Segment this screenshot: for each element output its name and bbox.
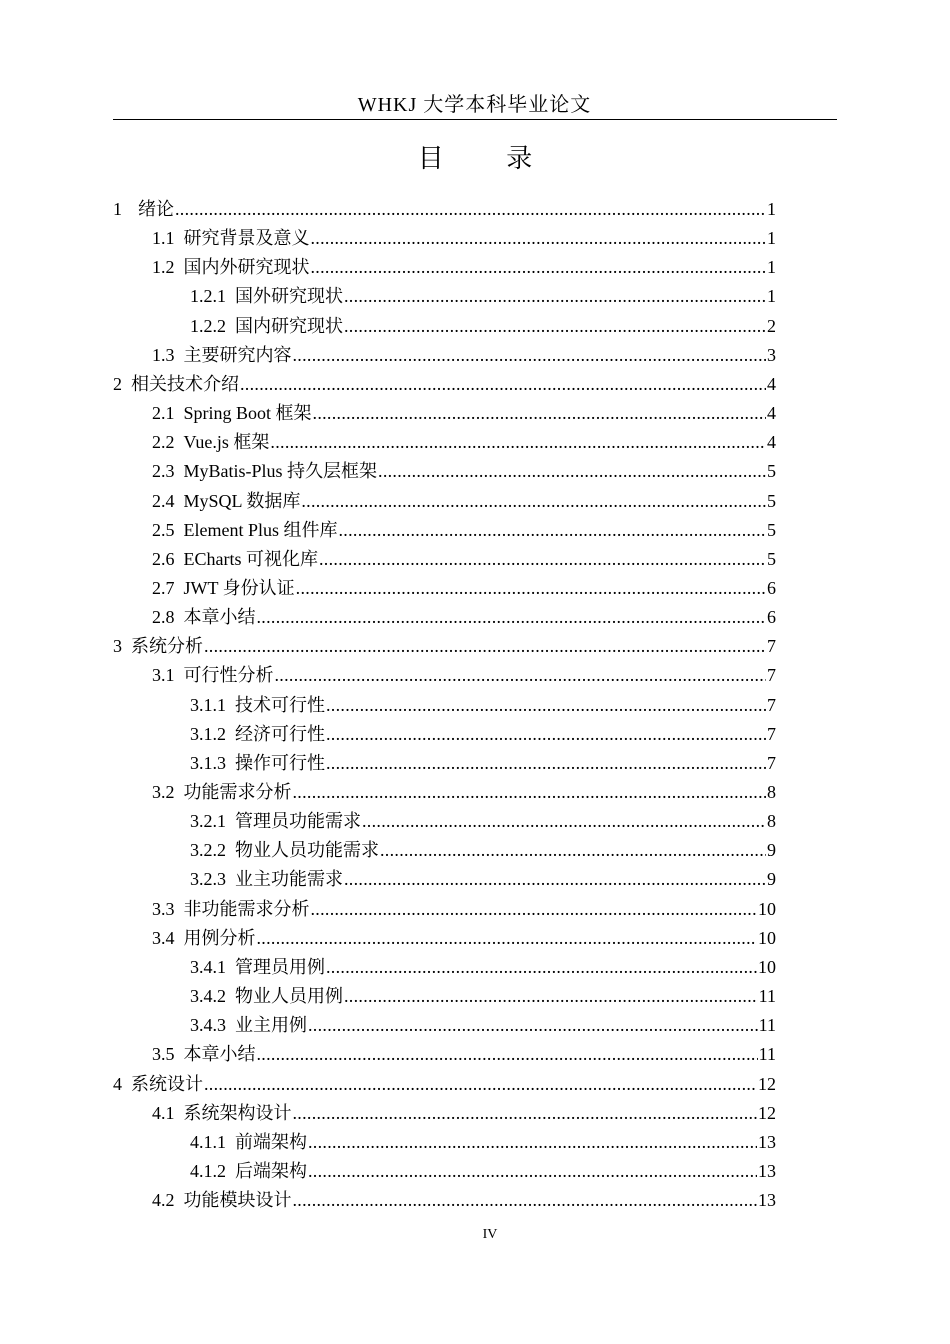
toc-entry-page: 9 [767, 840, 776, 861]
toc-entry[interactable] [152, 920, 776, 949]
toc-entry-number: 3.4.1 [190, 956, 226, 977]
toc-dot-leader [257, 927, 758, 949]
toc-entry[interactable] [152, 337, 776, 366]
toc-dot-leader [204, 1073, 757, 1095]
toc-entry-title: 非功能需求分析 [183, 898, 310, 919]
toc-dot-leader [257, 1043, 758, 1065]
toc-entry-page: 1 [767, 286, 776, 307]
toc-entry[interactable] [190, 803, 776, 832]
toc-entry-number: 2.1 [152, 403, 175, 424]
toc-entry[interactable] [190, 949, 776, 978]
toc-dot-leader [362, 810, 766, 832]
toc-entry-title: Element Plus 组件库 [183, 519, 338, 540]
toc-entry[interactable] [190, 861, 776, 890]
page-number: IV [482, 1227, 498, 1242]
toc-entry-number: 3.5 [152, 1044, 175, 1065]
toc-entry-number: 1.1 [152, 228, 175, 249]
toc-dot-leader [344, 985, 758, 1007]
toc-entry-number: 3 [113, 636, 122, 657]
toc-entry-number: 4.2 [152, 1190, 175, 1211]
toc-entry-page: 10 [758, 898, 776, 919]
toc-entry-number: 3.1.2 [190, 723, 226, 744]
toc-dot-leader [175, 198, 766, 220]
toc-entry[interactable] [152, 657, 776, 686]
toc-dot-leader [204, 635, 766, 657]
toc-entry-page: 13 [758, 1190, 776, 1211]
toc-entry-title: 主要研究内容 [183, 344, 292, 365]
toc-dot-leader [313, 402, 766, 424]
toc-entry-title: 本章小结 [183, 1044, 256, 1065]
toc-entry-title: 操作可行性 [235, 752, 325, 773]
page-header [113, 92, 836, 119]
toc-dot-leader [308, 1131, 757, 1153]
toc-entry-title: 国内外研究现状 [183, 257, 310, 278]
toc-entry[interactable] [152, 570, 776, 599]
toc-entry-number: 1 [113, 199, 122, 219]
toc-entry[interactable] [152, 483, 776, 512]
toc-entry-page: 7 [767, 694, 776, 715]
toc-entry-title: 系统设计 [131, 1073, 203, 1094]
toc-entry-page: 5 [767, 490, 776, 511]
toc-dot-leader [339, 519, 767, 541]
toc-entry-title: 相关技术介绍 [131, 373, 239, 394]
toc-entry[interactable] [190, 1153, 776, 1182]
toc-entry-page: 1 [767, 228, 776, 249]
toc-entry[interactable] [190, 832, 776, 861]
toc-dot-leader [344, 868, 766, 890]
toc-entry-page: 5 [767, 519, 776, 540]
toc-dot-leader [344, 315, 766, 337]
toc-entry-title: 业主用例 [235, 1015, 307, 1036]
toc-entry-number: 2.5 [152, 519, 175, 540]
toc-entry-title: 后端架构 [235, 1160, 307, 1181]
toc-dot-leader [326, 694, 766, 716]
toc-entry-page: 13 [758, 1131, 776, 1152]
toc-entry-title: MySQL 数据库 [183, 490, 301, 511]
toc-entry-title: 功能需求分析 [183, 782, 292, 802]
toc-entry-number: 3.1 [152, 665, 175, 686]
toc-dot-leader [293, 344, 767, 366]
toc-entry[interactable] [190, 1007, 776, 1036]
toc-dot-leader [378, 460, 766, 482]
toc-entry-title: 物业人员功能需求 [235, 840, 379, 861]
toc-entry-title: ECharts 可视化库 [183, 548, 318, 569]
toc-entry-page: 8 [767, 782, 776, 802]
toc-entry[interactable] [152, 1036, 776, 1065]
toc-entry-title: 国内研究现状 [235, 315, 343, 336]
toc-entry-number: 4 [113, 1073, 122, 1094]
toc-dot-leader [344, 285, 766, 307]
toc-dot-leader [319, 548, 766, 570]
toc-entry-number: 3.2 [152, 782, 175, 802]
toc-entry[interactable] [113, 191, 776, 220]
toc-entry-title: 系统分析 [131, 636, 203, 657]
toc-dot-leader [275, 664, 767, 686]
toc-entry-number: 2.2 [152, 432, 175, 453]
toc-entry[interactable] [152, 424, 776, 453]
toc-entry-page: 2 [767, 315, 776, 336]
toc-entry-number: 1.3 [152, 344, 175, 365]
toc-entry-page: 6 [767, 577, 776, 598]
toc-entry-title: 国外研究现状 [235, 286, 343, 307]
toc-entry-page: 7 [767, 752, 776, 773]
toc-dot-leader [270, 431, 766, 453]
toc-entry-page: 4 [767, 432, 776, 453]
header-rule [113, 119, 837, 120]
toc-entry[interactable] [113, 366, 776, 395]
toc-entry-page: 13 [758, 1160, 776, 1181]
toc-entry-title: JWT 身份认证 [183, 577, 295, 598]
toc-entry-page: 4 [767, 403, 776, 424]
toc-entry-page: 3 [767, 344, 776, 365]
toc-entry[interactable] [190, 716, 776, 745]
toc-dot-leader [301, 490, 766, 512]
toc-dot-leader [326, 723, 766, 745]
toc-entry-title: 可行性分析 [183, 665, 274, 686]
toc-entry-title: 用例分析 [183, 927, 256, 948]
toc-entry[interactable] [190, 308, 776, 337]
toc-entry[interactable] [152, 453, 776, 482]
toc-entry-title: 技术可行性 [235, 694, 325, 715]
toc-entry-number: 2.7 [152, 577, 175, 598]
toc-entry-page: 12 [758, 1102, 776, 1123]
toc-entry[interactable] [152, 1095, 776, 1124]
toc-entry[interactable] [190, 745, 776, 774]
toc-dot-leader [311, 256, 767, 278]
toc-title: 目 录 [417, 144, 561, 173]
toc-entry-number: 3.4 [152, 927, 175, 948]
toc-entry[interactable] [152, 774, 776, 803]
toc-dot-leader [293, 781, 767, 803]
toc-entry-page: 7 [767, 665, 776, 686]
toc-entry[interactable] [152, 599, 776, 628]
toc-entry-number: 3.2.3 [190, 869, 226, 890]
toc-entry-page: 5 [767, 548, 776, 569]
toc-entry-title: 绪论 [138, 199, 174, 219]
toc-entry[interactable] [152, 891, 776, 920]
toc-dot-leader [326, 956, 757, 978]
toc-entry-title: 管理员用例 [235, 956, 325, 977]
toc-entry-page: 10 [758, 927, 776, 948]
toc-entry-title: 功能模块设计 [183, 1190, 292, 1211]
toc-dot-leader [293, 1189, 758, 1211]
toc-entry-page: 6 [767, 607, 776, 628]
toc-entry-number: 2.4 [152, 490, 175, 511]
toc-entry[interactable] [190, 687, 776, 716]
toc-entry[interactable] [190, 278, 776, 307]
toc-entry-page: 12 [758, 1073, 776, 1094]
toc-entry-page: 11 [758, 986, 776, 1007]
toc-entry[interactable] [152, 249, 776, 278]
toc-entry-page: 8 [767, 811, 776, 832]
toc-dot-leader [380, 839, 766, 861]
toc-entry-number: 3.2.2 [190, 840, 226, 861]
toc-dot-leader [311, 898, 758, 920]
toc-entry[interactable] [152, 220, 776, 249]
toc-entry-number: 4.1.2 [190, 1160, 226, 1181]
toc-entry-number: 3.1.3 [190, 752, 226, 773]
toc-entry-page: 5 [767, 461, 776, 482]
toc-entry-number: 1.2.1 [190, 286, 226, 307]
toc-entry-title: MyBatis-Plus 持久层框架 [183, 461, 378, 482]
toc-dot-leader [308, 1160, 757, 1182]
toc-entry-number: 3.2.1 [190, 811, 226, 832]
toc-entry-page: 10 [758, 956, 776, 977]
toc-entry-number: 3.1.1 [190, 694, 226, 715]
toc-entry-number: 4.1 [152, 1102, 175, 1123]
toc-entry-number: 4.1.1 [190, 1131, 226, 1152]
toc-entry-title: Vue.js 框架 [183, 432, 270, 453]
toc-entry-title: 本章小结 [183, 607, 256, 628]
toc-entry-page: 1 [767, 199, 776, 219]
toc-entry-page: 4 [767, 373, 776, 394]
toc-dot-leader [308, 1014, 758, 1036]
toc-entry-number: 2.8 [152, 607, 175, 628]
header-title: WHKJ 大学本科毕业论文 [357, 94, 592, 116]
toc-entry-title: 业主功能需求 [235, 869, 343, 890]
toc-entry-page: 1 [767, 257, 776, 278]
toc-entry-number: 2 [113, 373, 122, 394]
toc-dot-leader [326, 752, 766, 774]
toc-entry-number: 3.3 [152, 898, 175, 919]
toc-entry[interactable] [152, 395, 776, 424]
toc-entry-title: Spring Boot 框架 [183, 403, 312, 424]
toc-entry[interactable] [190, 1124, 776, 1153]
toc-entry-title: 系统架构设计 [183, 1102, 292, 1123]
toc-dot-leader [311, 227, 767, 249]
toc-dot-leader [293, 1102, 758, 1124]
toc-entry-page: 9 [767, 869, 776, 890]
toc-entry[interactable] [113, 628, 776, 657]
toc-entry-page: 11 [758, 1015, 776, 1036]
toc-entry-page: 7 [767, 636, 776, 657]
toc-entry-number: 3.4.3 [190, 1015, 226, 1036]
toc-entry-page: 7 [767, 723, 776, 744]
toc-entry-number: 2.3 [152, 461, 175, 482]
toc-dot-leader [257, 606, 767, 628]
toc-entry-title: 前端架构 [235, 1131, 307, 1152]
toc-dot-leader [296, 577, 766, 599]
toc-entry[interactable] [190, 978, 776, 1007]
toc-entry-title: 研究背景及意义 [183, 228, 310, 249]
toc-entry-title: 物业人员用例 [235, 986, 343, 1007]
toc-entry-title: 经济可行性 [235, 723, 325, 744]
toc-entry-number: 3.4.2 [190, 986, 226, 1007]
toc-entry-title: 管理员功能需求 [235, 811, 361, 832]
toc-entry-number: 2.6 [152, 548, 175, 569]
toc-entry[interactable] [152, 1182, 776, 1211]
toc-entry-number: 1.2.2 [190, 315, 226, 336]
toc-entry-number: 1.2 [152, 257, 175, 278]
toc-entry[interactable] [152, 541, 776, 570]
toc-dot-leader [240, 373, 766, 395]
toc-entry[interactable] [113, 1066, 776, 1095]
toc-entry[interactable] [152, 512, 776, 541]
toc-entry-page: 11 [758, 1044, 776, 1065]
